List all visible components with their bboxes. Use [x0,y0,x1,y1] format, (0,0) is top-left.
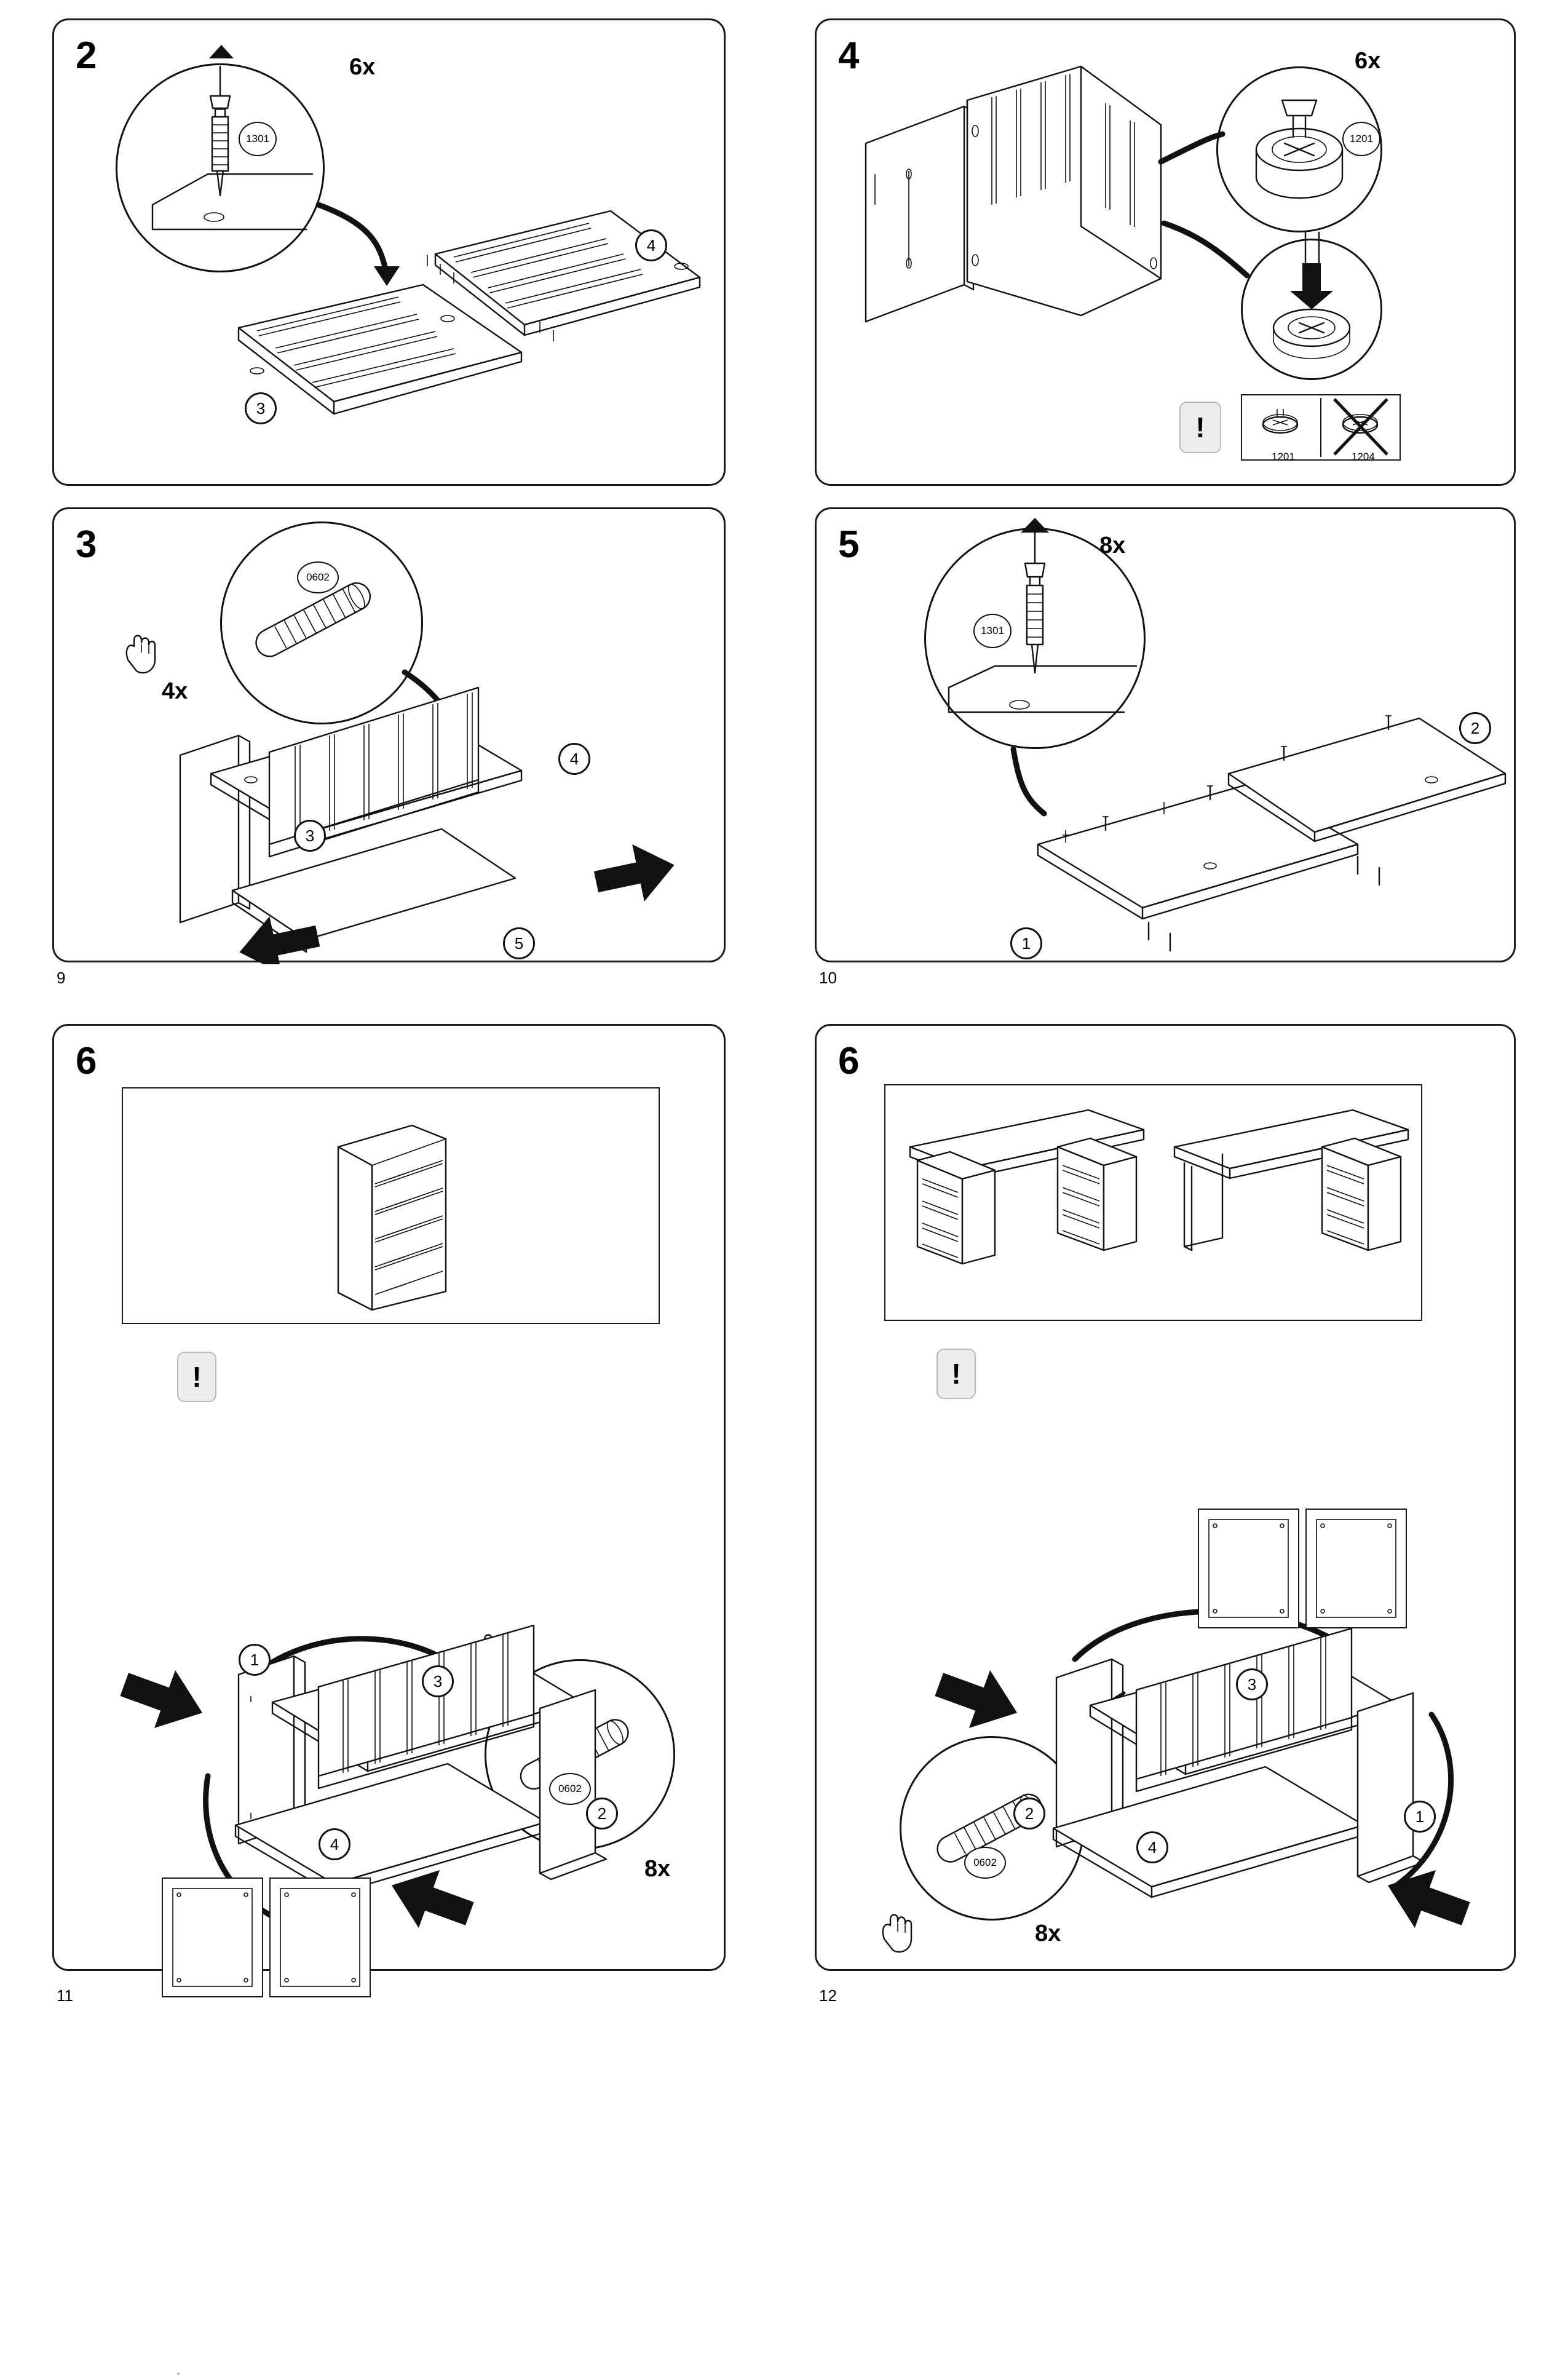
quantity-label: 8x [644,1856,671,1882]
warning-icon: ! [1195,411,1205,443]
callout-4: 4 [558,743,590,775]
page-number-11: 11 [57,1986,73,2005]
warning-icon: ! [951,1358,961,1390]
part-label-1201: 1201 [1342,122,1380,156]
part-label-0602: 0602 [964,1847,1006,1879]
step-number: 4 [838,34,858,77]
callout-1: 1 [1404,1801,1436,1833]
step-number: 6 [76,1040,96,1082]
callout-2: 2 [1013,1798,1045,1830]
panel-step-2 [52,18,726,486]
step-number: 2 [76,34,96,77]
part-label-0602: 0602 [297,561,339,593]
step-number: 3 [76,523,96,566]
panel-step-6-left [52,1024,726,1971]
panel-step-3 [52,507,726,962]
quantity-label: 8x [1035,1921,1061,1946]
callout-4: 4 [1136,1831,1168,1863]
compare-not-label: 1204 [1352,451,1375,462]
part-label-1301: 1301 [973,614,1012,648]
warning-icon: ! [192,1361,202,1393]
callout-4: 4 [635,229,667,261]
compare-box [1241,394,1401,461]
part-label-0602: 0602 [549,1773,591,1805]
callout-5: 5 [503,927,535,959]
callout-1: 1 [1010,927,1042,959]
callout-3: 3 [294,820,326,852]
back-panel-small-1 [1198,1509,1299,1628]
quantity-label: 4x [162,678,188,704]
callout-3: 3 [245,392,277,424]
warning-badge [1179,402,1221,453]
step-number: 5 [838,523,858,566]
callout-2: 2 [586,1798,618,1830]
callout-1: 1 [239,1644,271,1676]
back-panel-small-1 [162,1877,263,1997]
panel-step-6-right [815,1024,1516,1971]
compare-ok-label: 1201 [1272,451,1295,462]
callout-4: 4 [319,1828,350,1860]
page-number-10: 10 [819,969,837,987]
quantity-label: 6x [1355,48,1381,74]
quantity-label: 8x [1099,533,1126,558]
panel-step-5 [815,507,1516,962]
back-panel-small-2 [269,1877,371,1997]
step-number: 6 [838,1040,858,1082]
warning-badge [177,2373,180,2375]
page-number-9: 9 [57,969,66,987]
back-panel-small-2 [1305,1509,1407,1628]
page-number-12: 12 [819,1986,837,2005]
callout-3: 3 [422,1665,454,1697]
quantity-label: 6x [349,54,376,80]
part-label-1301: 1301 [239,122,277,156]
callout-2: 2 [1459,712,1491,744]
callout-3: 3 [1236,1668,1268,1700]
panel-step-4 [815,18,1516,486]
